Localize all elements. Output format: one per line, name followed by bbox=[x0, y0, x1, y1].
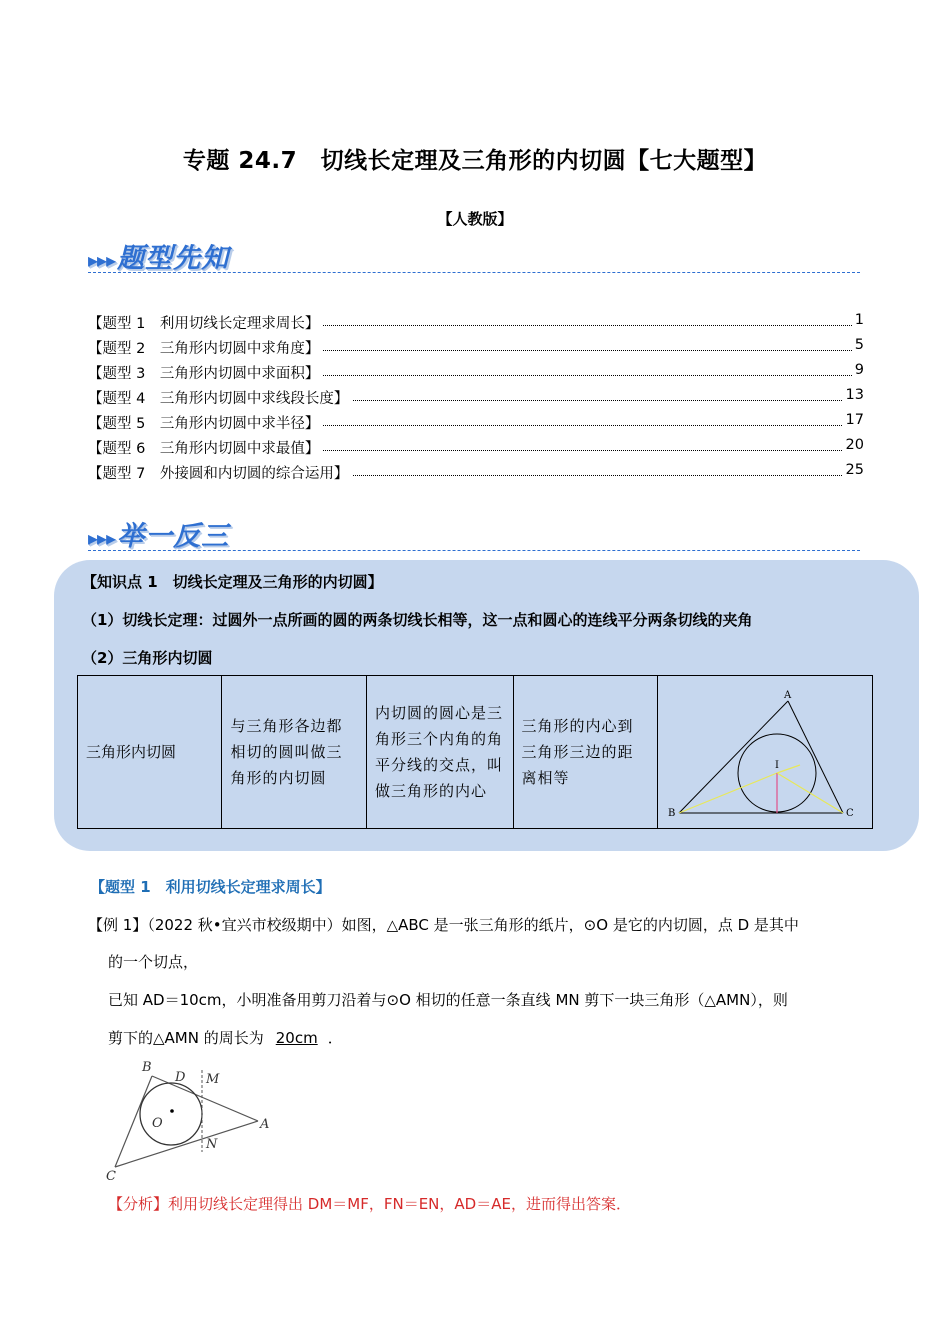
fig-label-n: N bbox=[206, 1137, 218, 1152]
example-1-line-1 bbox=[88, 915, 868, 935]
table-cell-definition: 与三角形各边都相切的圆叫做三角形的内切圆 bbox=[222, 676, 366, 829]
example-1-line-3: 已知 AD＝10cm，小明准备用剪刀沿着与⊙O 相切的任意一条直线 MN 剪下一块三角形（△AMN），则 bbox=[108, 991, 788, 1009]
toc-item-page: 1 bbox=[852, 312, 864, 328]
triple-arrow-icon: ▸▸▸ bbox=[88, 248, 116, 272]
toc-item-label: 【题型 3 三角形内切圆中求面积】 bbox=[88, 362, 323, 383]
analysis-tag: 【分析】 bbox=[108, 1195, 169, 1213]
figure-label-a: A bbox=[784, 690, 792, 701]
toc-item[interactable] bbox=[88, 412, 864, 437]
incircle-figure bbox=[658, 676, 872, 828]
toc-item-page: 9 bbox=[852, 362, 864, 378]
knowledge-heading: 【知识点 1 切线长定理及三角形的内切圆】 bbox=[82, 573, 383, 591]
toc-item-page: 20 bbox=[843, 437, 864, 453]
toc-item-label: 【题型 7 外接圆和内切圆的综合运用】 bbox=[88, 462, 352, 483]
toc-item-label: 【题型 6 三角形内切圆中求最值】 bbox=[88, 437, 323, 458]
banner-practice bbox=[88, 514, 229, 553]
toc-item-label: 【题型 4 三角形内切圆中求线段长度】 bbox=[88, 387, 352, 408]
figure-label-i: I bbox=[775, 760, 779, 771]
fig-label-c: C bbox=[106, 1169, 116, 1184]
example-text: （2022 秋•宜兴市校级期中）如图，△ABC 是一张三角形的纸片，⊙O 是它的内切圆，点 D 是其中 bbox=[147, 916, 799, 934]
fig-label-d: D bbox=[175, 1070, 186, 1085]
page-title: 专题 24.7 切线长定理及三角形的内切圆【七大题型】 bbox=[182, 148, 768, 174]
triple-arrow-icon: ▸▸▸ bbox=[88, 526, 116, 550]
knowledge-point-1: （1）切线长定理：过圆外一点所画的圆的两条切线长相等，这一点和圆心的连线平分两条切线的夹角 bbox=[82, 611, 753, 629]
toc-item-page: 5 bbox=[852, 337, 864, 353]
figure-label-c: C bbox=[846, 808, 854, 819]
table-cell-property: 三角形的内心到三角形三边的距离相等 bbox=[513, 676, 658, 829]
toc-item[interactable] bbox=[88, 462, 864, 487]
toc-item-label: 【题型 1 利用切线长定理求周长】 bbox=[88, 312, 323, 333]
figure-label-b: B bbox=[668, 808, 676, 819]
banner-question-types bbox=[88, 236, 229, 275]
banner-text: 题型先知 bbox=[117, 243, 230, 274]
banner-text: 举一反三 bbox=[117, 521, 230, 552]
fig-label-b: B bbox=[142, 1060, 152, 1075]
banner-divider bbox=[88, 272, 860, 273]
example-text: 剪下的△AMN 的周长为 bbox=[108, 1029, 264, 1047]
example-prefix: 【例 1】 bbox=[88, 916, 148, 934]
toc-item[interactable] bbox=[88, 312, 864, 337]
analysis-text: 利用切线长定理得出 DM＝MF，FN＝EN，AD＝AE，进而得出答案． bbox=[168, 1195, 631, 1213]
analysis-line bbox=[108, 1194, 868, 1214]
toc-item[interactable] bbox=[88, 437, 864, 462]
toc-item[interactable] bbox=[88, 362, 864, 387]
example-1-line-2: 的一个切点， bbox=[108, 953, 199, 971]
incircle-table bbox=[77, 675, 873, 829]
toc-item-label: 【题型 5 三角形内切圆中求半径】 bbox=[88, 412, 323, 433]
banner-divider bbox=[88, 550, 860, 551]
toc-item-label: 【题型 2 三角形内切圆中求角度】 bbox=[88, 337, 323, 358]
fig-label-m: M bbox=[206, 1072, 220, 1087]
edition-label: 【人教版】 bbox=[437, 210, 513, 228]
example-1-line-4 bbox=[108, 1028, 343, 1048]
section-heading-type-1: 【题型 1 利用切线长定理求周长】 bbox=[90, 878, 331, 896]
toc-item-page: 17 bbox=[843, 412, 864, 428]
example-1-figure bbox=[100, 1056, 280, 1186]
table-cell-figure bbox=[658, 676, 873, 829]
toc-item-page: 25 bbox=[843, 462, 864, 478]
fig-label-a: A bbox=[260, 1117, 270, 1132]
toc-item-page: 13 bbox=[843, 387, 864, 403]
table-cell-term: 三角形内切圆 bbox=[78, 676, 222, 829]
toc-item[interactable] bbox=[88, 337, 864, 362]
answer-blank: 20cm bbox=[275, 1029, 318, 1047]
table-cell-incenter: 内切圆的圆心是三角形三个内角的角平分线的交点，叫做三角形的内心 bbox=[366, 676, 513, 829]
example-text: ． bbox=[327, 1029, 343, 1047]
knowledge-point-2: （2）三角形内切圆 bbox=[82, 649, 213, 667]
toc-item[interactable] bbox=[88, 387, 864, 412]
fig-label-o: O bbox=[152, 1116, 163, 1131]
